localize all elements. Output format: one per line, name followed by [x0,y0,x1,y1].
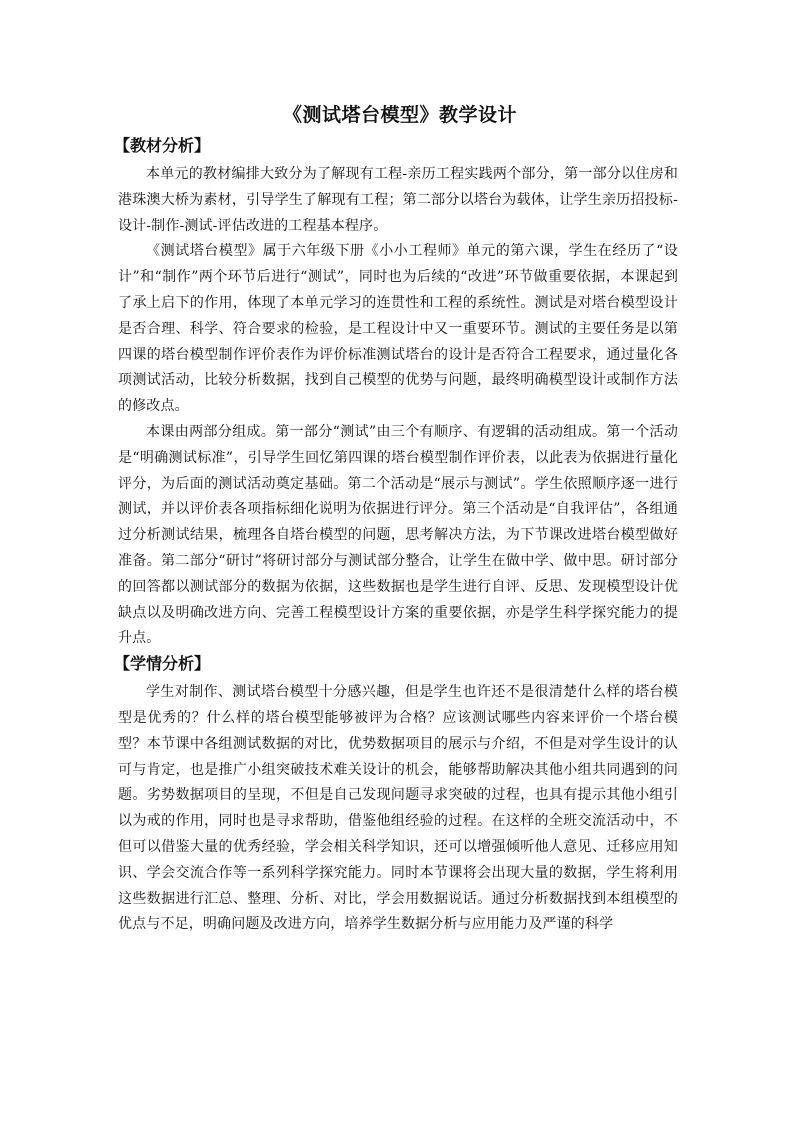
paragraph-student-analysis: 学生对制作、测试塔台模型十分感兴趣，但是学生也许还不是很清楚什么样的塔台模型是优秀的？什么样的塔台模型能够被评为合格？应该测试哪些内容来评价一个塔台模型？本节课中各组测试数据的对比，优势数据项目的展示与介绍，不但是对学生设计的认可与肯定，也是推广小组突破技术难关设计的机会，能够帮助解决其他小组共同遇到的问题。劣势数据项目的呈现，不但是自己发现问题寻求突破的过程，也具有提示其他小组引以为戒的作用，同时也是寻求帮助，借鉴他组经验的过程。在这样的全班交流活动中，不但可以借鉴大量的优秀经验，学会相关科学知识，还可以增强倾听他人意见、迁移应用知识、学会交流合作等一系列科学探究能力。同时本节课将会出现大量的数据，学生将利用这些数据进行汇总、整理、分析、对比，学会用数据说话。通过分析数据找到本组模型的优点与不足，明确问题及改进方向，培养学生数据分析与应用能力及严谨的科学 [118,684,678,933]
document-page [114,100,678,938]
section-textbook-analysis [114,134,678,652]
section-heading-textbook-analysis: 【教材分析】 [114,136,211,155]
paragraph-lesson-position: 《测试塔台模型》属于六年级下册《小小工程师》单元的第六课，学生在经历了“设计”和“制作”两个环节后进行“测试”，同时也为后续的“改进”环节做重要依据，本课起到了承上启下的作用，体现了本单元学习的连贯性和工程的系统性。测试是对塔台模型设计是否合理、科学、符合要求的检验，是工程设计中又一重要环节。测试的主要任务是以第四课的塔台模型制作评价表作为评价标准测试塔台的设计是否符合工程要求，通过量化各项测试活动，比较分析数据，找到自己模型的优势与问题，最终明确模型设计或制作方法的修改点。 [118,243,678,415]
paragraph-lesson-structure: 本课由两部分组成。第一部分“测试”由三个有顺序、有逻辑的活动组成。第一个活动是“明确测试标准”，引导学生回忆第四课的塔台模型制作评价表，以此表为依据进行量化评分，为后面的测试活动奠定基础。第二个活动是“展示与测试”。学生依照顺序逐一进行测试，并以评价表各项指标细化说明为依据进行评分。第三个活动是“自我评估”，各组通过分析测试结果，梳理各自塔台模型的问题，思考解决方法，为下节课改进塔台模型做好准备。第二部分“研讨”将研讨部分与测试部分整合，让学生在做中学、做中思。研讨部分的回答都以测试部分的数据为依据，这些数据也是学生进行自评、反思、发现模型设计优缺点以及明确改进方向、完善工程模型设计方案的重要依据，亦是学生科学探究能力的提升点。 [118,423,678,647]
section-student-analysis [114,652,678,938]
section-heading-student-analysis: 【学情分析】 [114,654,211,674]
document-title: 《测试塔台模型》教学设计 [282,104,517,126]
paragraph-unit-overview: 本单元的教材编排大致分为了解现有工程-亲历工程实践两个部分，第一部分以住房和港珠澳大桥为素材，引导学生了解现有工程；第二部分以塔台为载体，让学生亲历招投标-设计-制作-测试-评估改进的工程基本程序。 [118,166,678,234]
